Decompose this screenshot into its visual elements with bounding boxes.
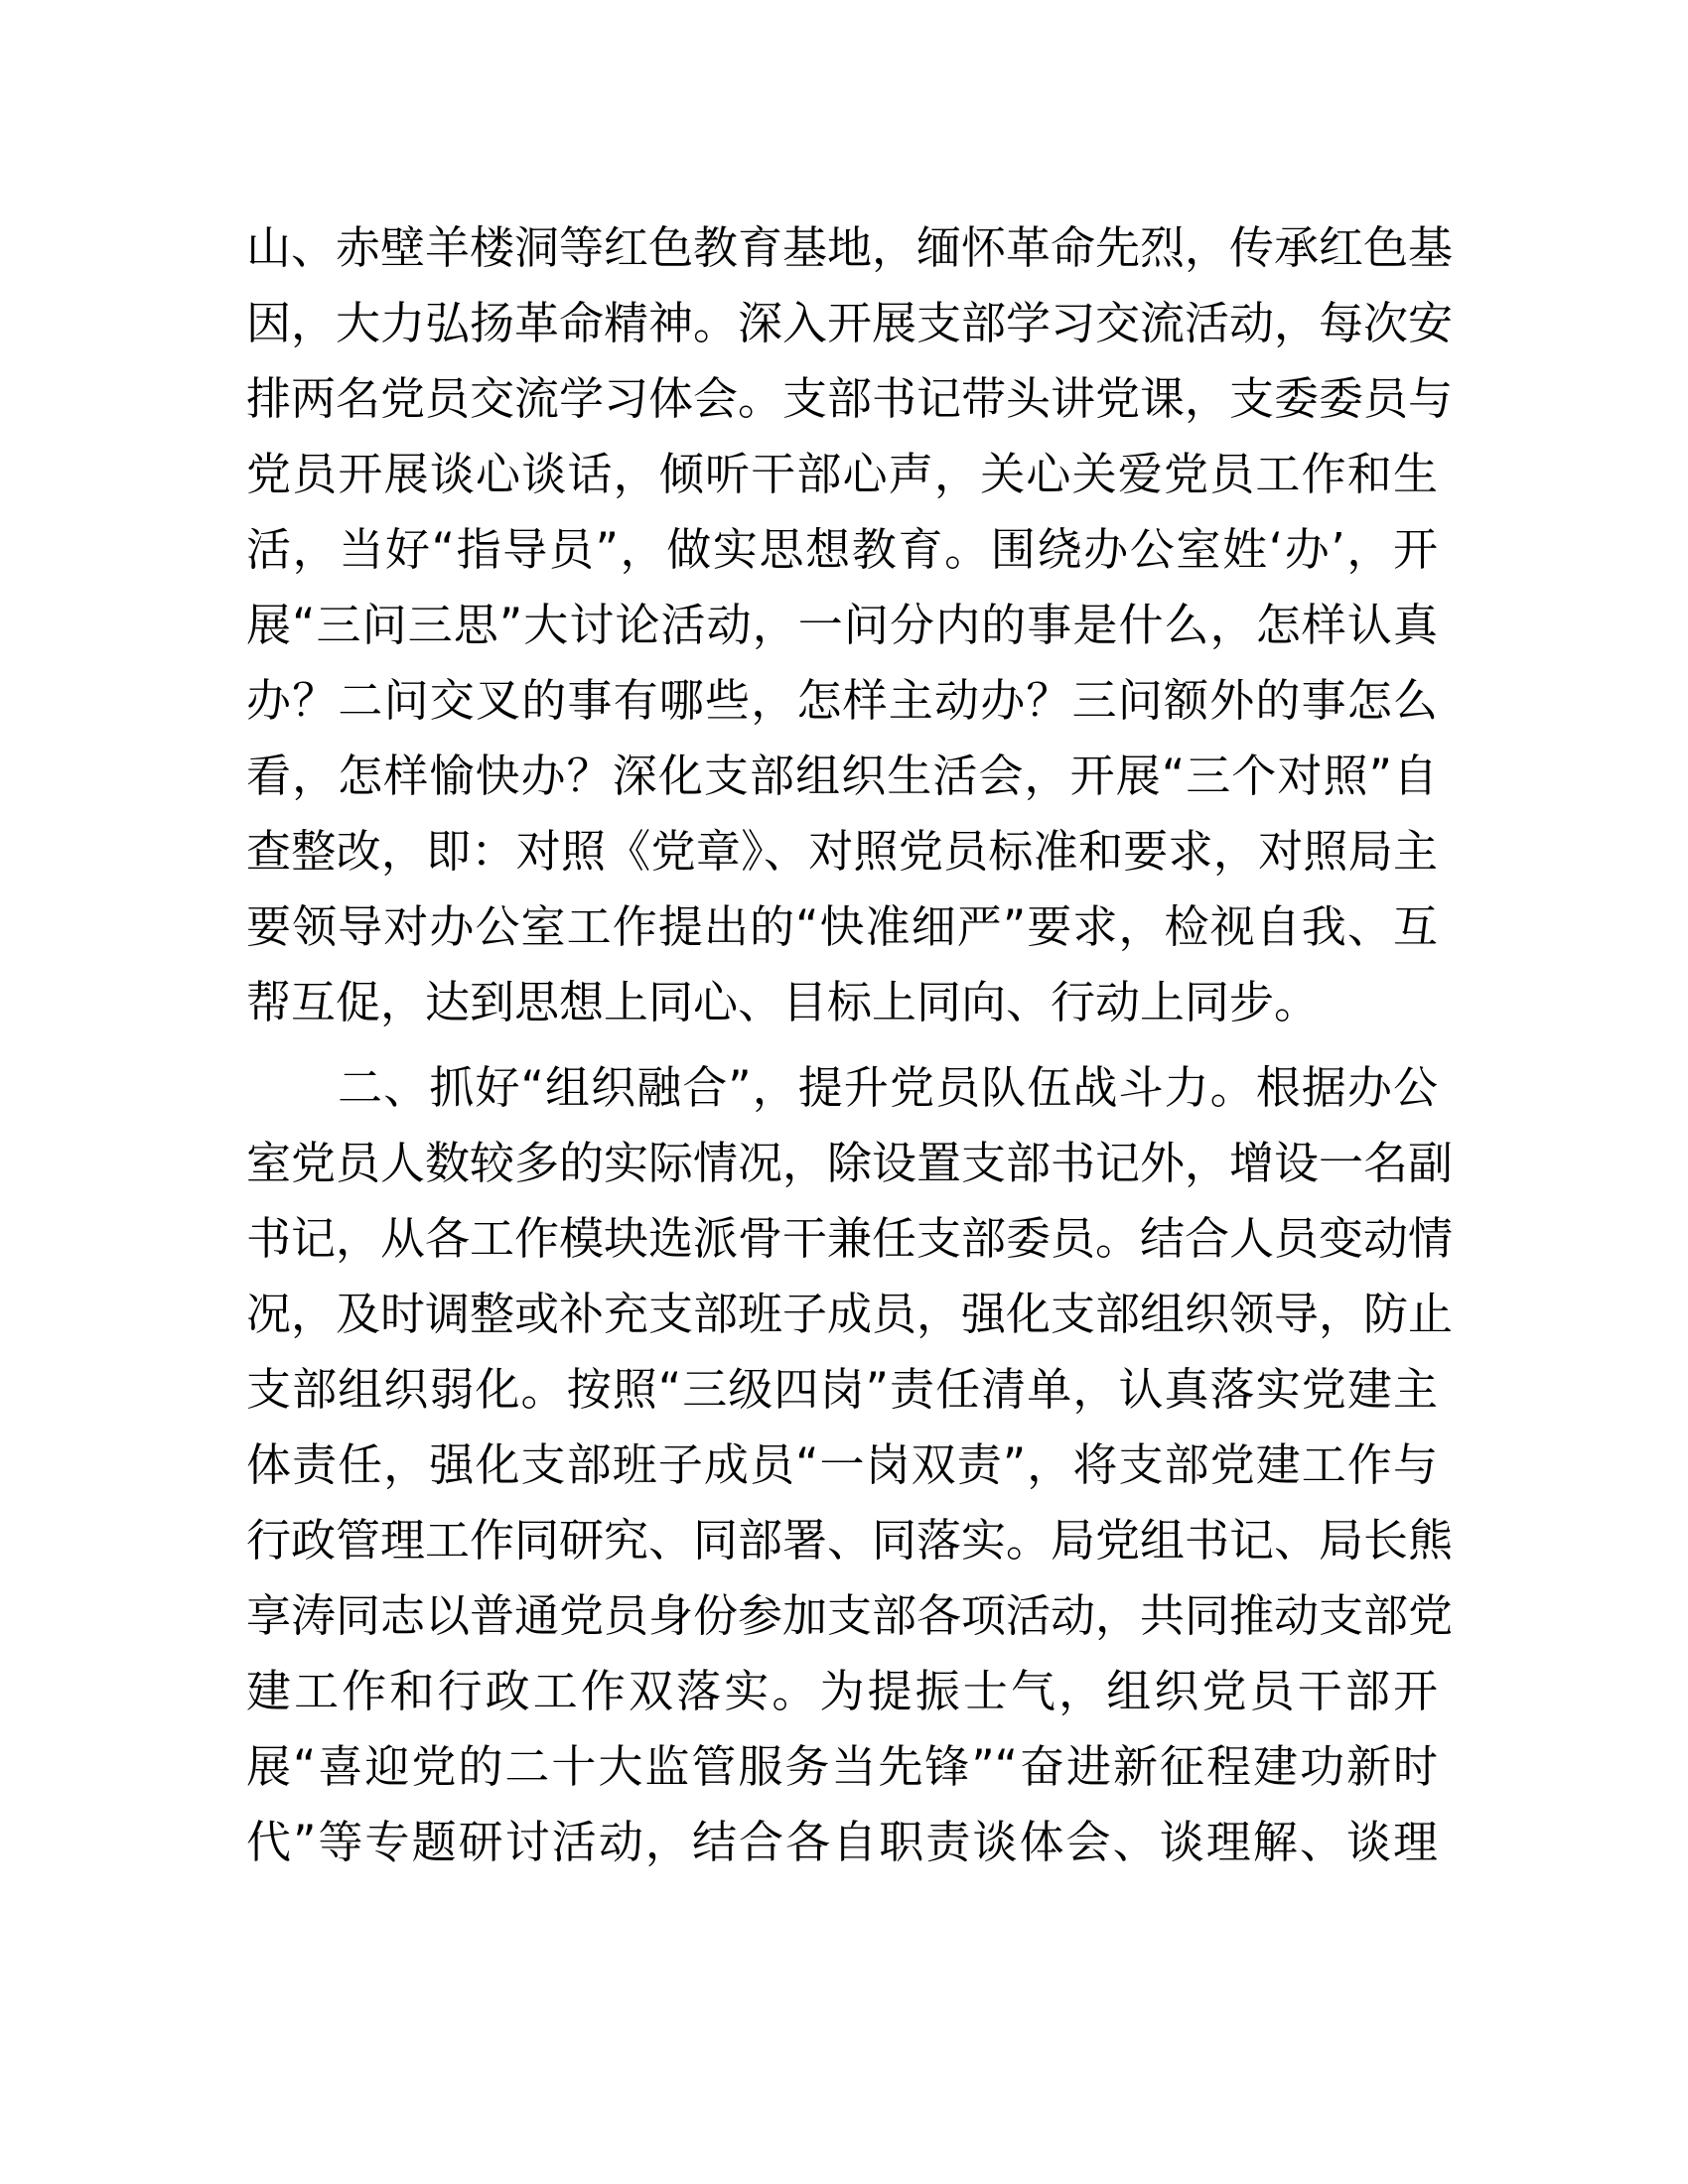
text-line: 书记，从各工作模块选派骨干兼任支部委员。结合人员变动情 bbox=[246, 1212, 1454, 1265]
text-line: 体责任，强化支部班子成员“一岗双责”，将支部党建工作与 bbox=[246, 1438, 1438, 1491]
text-line: 看，怎样愉快办？深化支部组织生活会，开展“三个对照”自 bbox=[246, 750, 1438, 802]
text-line: 况，及时调整或补充支部班子成员，强化支部组织领导，防止 bbox=[246, 1288, 1454, 1340]
text-line: 享涛同志以普通党员身份参加支部各项活动，共同推动支部党 bbox=[246, 1589, 1454, 1642]
text-line: 查整改，即：对照《党章》、对照党员标准和要求，对照局主 bbox=[246, 825, 1438, 878]
text-line: 排两名党员交流学习体会。支部书记带头讲党课，支委委员与 bbox=[246, 372, 1454, 425]
text-line: 因，大力弘扬革命精神。深入开展支部学习交流活动，每次安 bbox=[246, 297, 1454, 349]
text-line: 党员开展谈心谈话，倾听干部心声，关心关爱党员工作和生 bbox=[246, 448, 1438, 500]
text-line: 行政管理工作同研究、同部署、同落实。局党组书记、局长熊 bbox=[246, 1514, 1454, 1567]
text-line: 代”等专题研讨活动，结合各自职责谈体会、谈理解、谈理 bbox=[246, 1816, 1438, 1868]
body-text bbox=[246, 210, 1454, 1880]
text-line: 展“三问三思”大讨论活动，一问分内的事是什么，怎样认真 bbox=[246, 599, 1438, 651]
text-line: 展“喜迎党的二十大监管服务当先锋”“奋进新征程建功新时 bbox=[246, 1740, 1438, 1793]
text-line: 要领导对办公室工作提出的“快准细严”要求，检视自我、互 bbox=[246, 900, 1438, 953]
text-line: 山、赤壁羊楼洞等红色教育基地，缅怀革命先烈，传承红色基 bbox=[246, 221, 1454, 274]
text-line: 帮互促，达到思想上同心、目标上同向、行动上同步。 bbox=[246, 976, 1320, 1028]
text-line: 活，当好“指导员”，做实思想教育。围绕办公室姓‘办’，开 bbox=[246, 523, 1438, 576]
text-line: 支部组织弱化。按照“三级四岗”责任清单，认真落实党建主 bbox=[246, 1363, 1438, 1416]
text-line: 办？二问交叉的事有哪些，怎样主动办？三问额外的事怎么 bbox=[246, 674, 1438, 727]
paragraph-section-two bbox=[246, 1050, 1454, 1880]
paragraph-continuation bbox=[246, 210, 1454, 1040]
text-line: 二、抓好“组织融合”，提升党员队伍战斗力。根据办公 bbox=[246, 1061, 1438, 1114]
text-line: 建工作和行政工作双落实。为提振士气，组织党员干部开 bbox=[246, 1665, 1438, 1717]
text-line: 室党员人数较多的实际情况，除设置支部书记外，增设一名副 bbox=[246, 1137, 1454, 1189]
